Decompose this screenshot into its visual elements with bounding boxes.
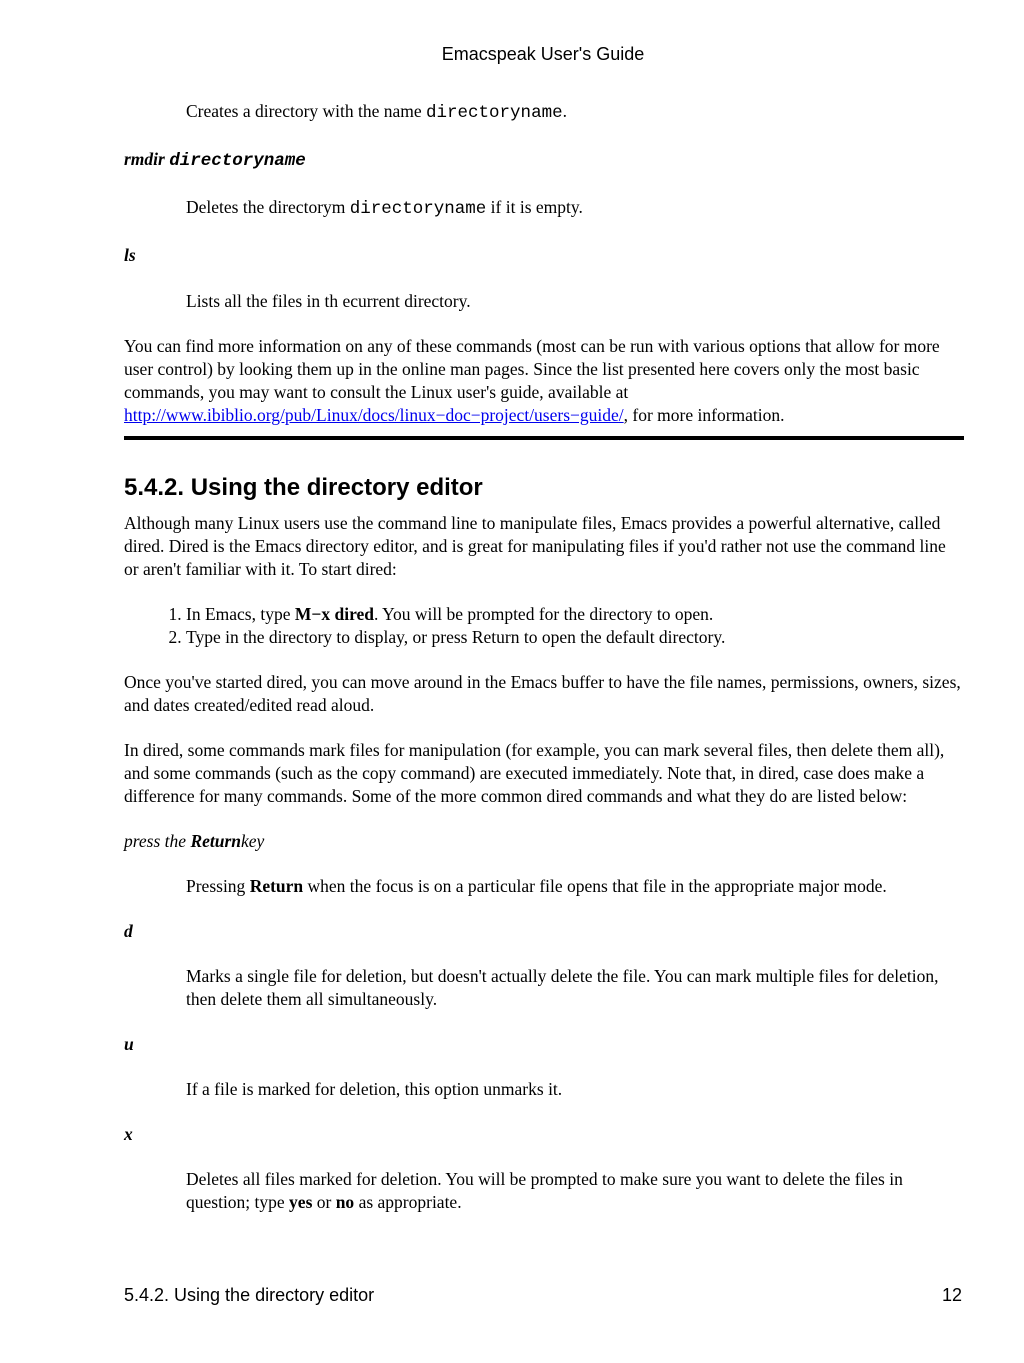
d-description: Marks a single file for deletion, but doesn't actually delete the file. You can mark multiple files for deletion, then delete them all simultaneously. <box>186 966 939 1009</box>
rmdir-term: rmdir directoryname <box>124 149 306 171</box>
x-term: x <box>124 1124 133 1144</box>
u-term: u <box>124 1034 134 1054</box>
x-description: Deletes all files marked for deletion. You will be prompted to make sure you want to delete the files in question; type yes or no as appropriate. <box>186 1169 903 1212</box>
list-item: 1. In Emacs, type M−x dired. You will be prompted for the directory to open. <box>186 603 964 626</box>
d-term: d <box>124 921 133 941</box>
dired-intro: Although many Linux users use the command line to manipulate files, Emacs provides a powerful alternative, called dired. Dired is the Emacs directory editor, and is great for manipulating files if you'd rather not use the command line or aren't familiar with it. To start dired: <box>124 513 946 579</box>
list-item: 2. Type in the directory to display, or press Return to open the default directory. <box>186 626 964 649</box>
mkdir-description: Creates a directory with the name directoryname. <box>186 101 567 123</box>
dired-navigation-paragraph: Once you've started dired, you can move around in the Emacs buffer to have the file names, permissions, owners, sizes, and dates created/edited read aloud. <box>124 672 961 715</box>
document-body <box>124 100 964 1214</box>
users-guide-link[interactable]: http://www.ibiblio.org/pub/Linux/docs/linux−doc−project/users−guide/ <box>124 405 624 425</box>
page-footer <box>124 1285 964 1306</box>
footer-section-title: 5.4.2. Using the directory editor <box>124 1285 375 1305</box>
dired-commands-paragraph: In dired, some commands mark files for manipulation (for example, you can mark several files, then delete them all), and some commands (such as the copy command) are executed immediately. Note that, in dired, case does make a difference for many commands. Some of the more common dired commands and what they do are listed below: <box>124 740 945 806</box>
return-term: press the Returnkey <box>124 831 265 851</box>
more-info-paragraph: You can find more information on any of these commands (most can be run with various options that allow for more user control) by looking them up in the online man pages. Since the list presented here covers only the most basic commands, you may want to consult the Linux user's guide, available at http://www.ibiblio.org/pub/Linux/docs/linux−doc−project/users−guide/, for more information. <box>124 336 940 425</box>
page-number: 12 <box>941 1285 962 1305</box>
section-heading: 5.4.2. Using the directory editor <box>124 474 483 501</box>
section-divider <box>124 436 964 440</box>
u-description: If a file is marked for deletion, this option unmarks it. <box>186 1079 563 1099</box>
ls-description: Lists all the files in th ecurrent directory. <box>186 291 471 311</box>
page-header: Emacspeak User's Guide <box>441 44 645 64</box>
start-dired-steps <box>124 603 964 649</box>
return-description: Pressing Return when the focus is on a particular file opens that file in the appropriate major mode. <box>186 876 887 896</box>
rmdir-description: Deletes the directorym directoryname if it is empty. <box>186 197 583 219</box>
ls-term: ls <box>124 245 136 265</box>
